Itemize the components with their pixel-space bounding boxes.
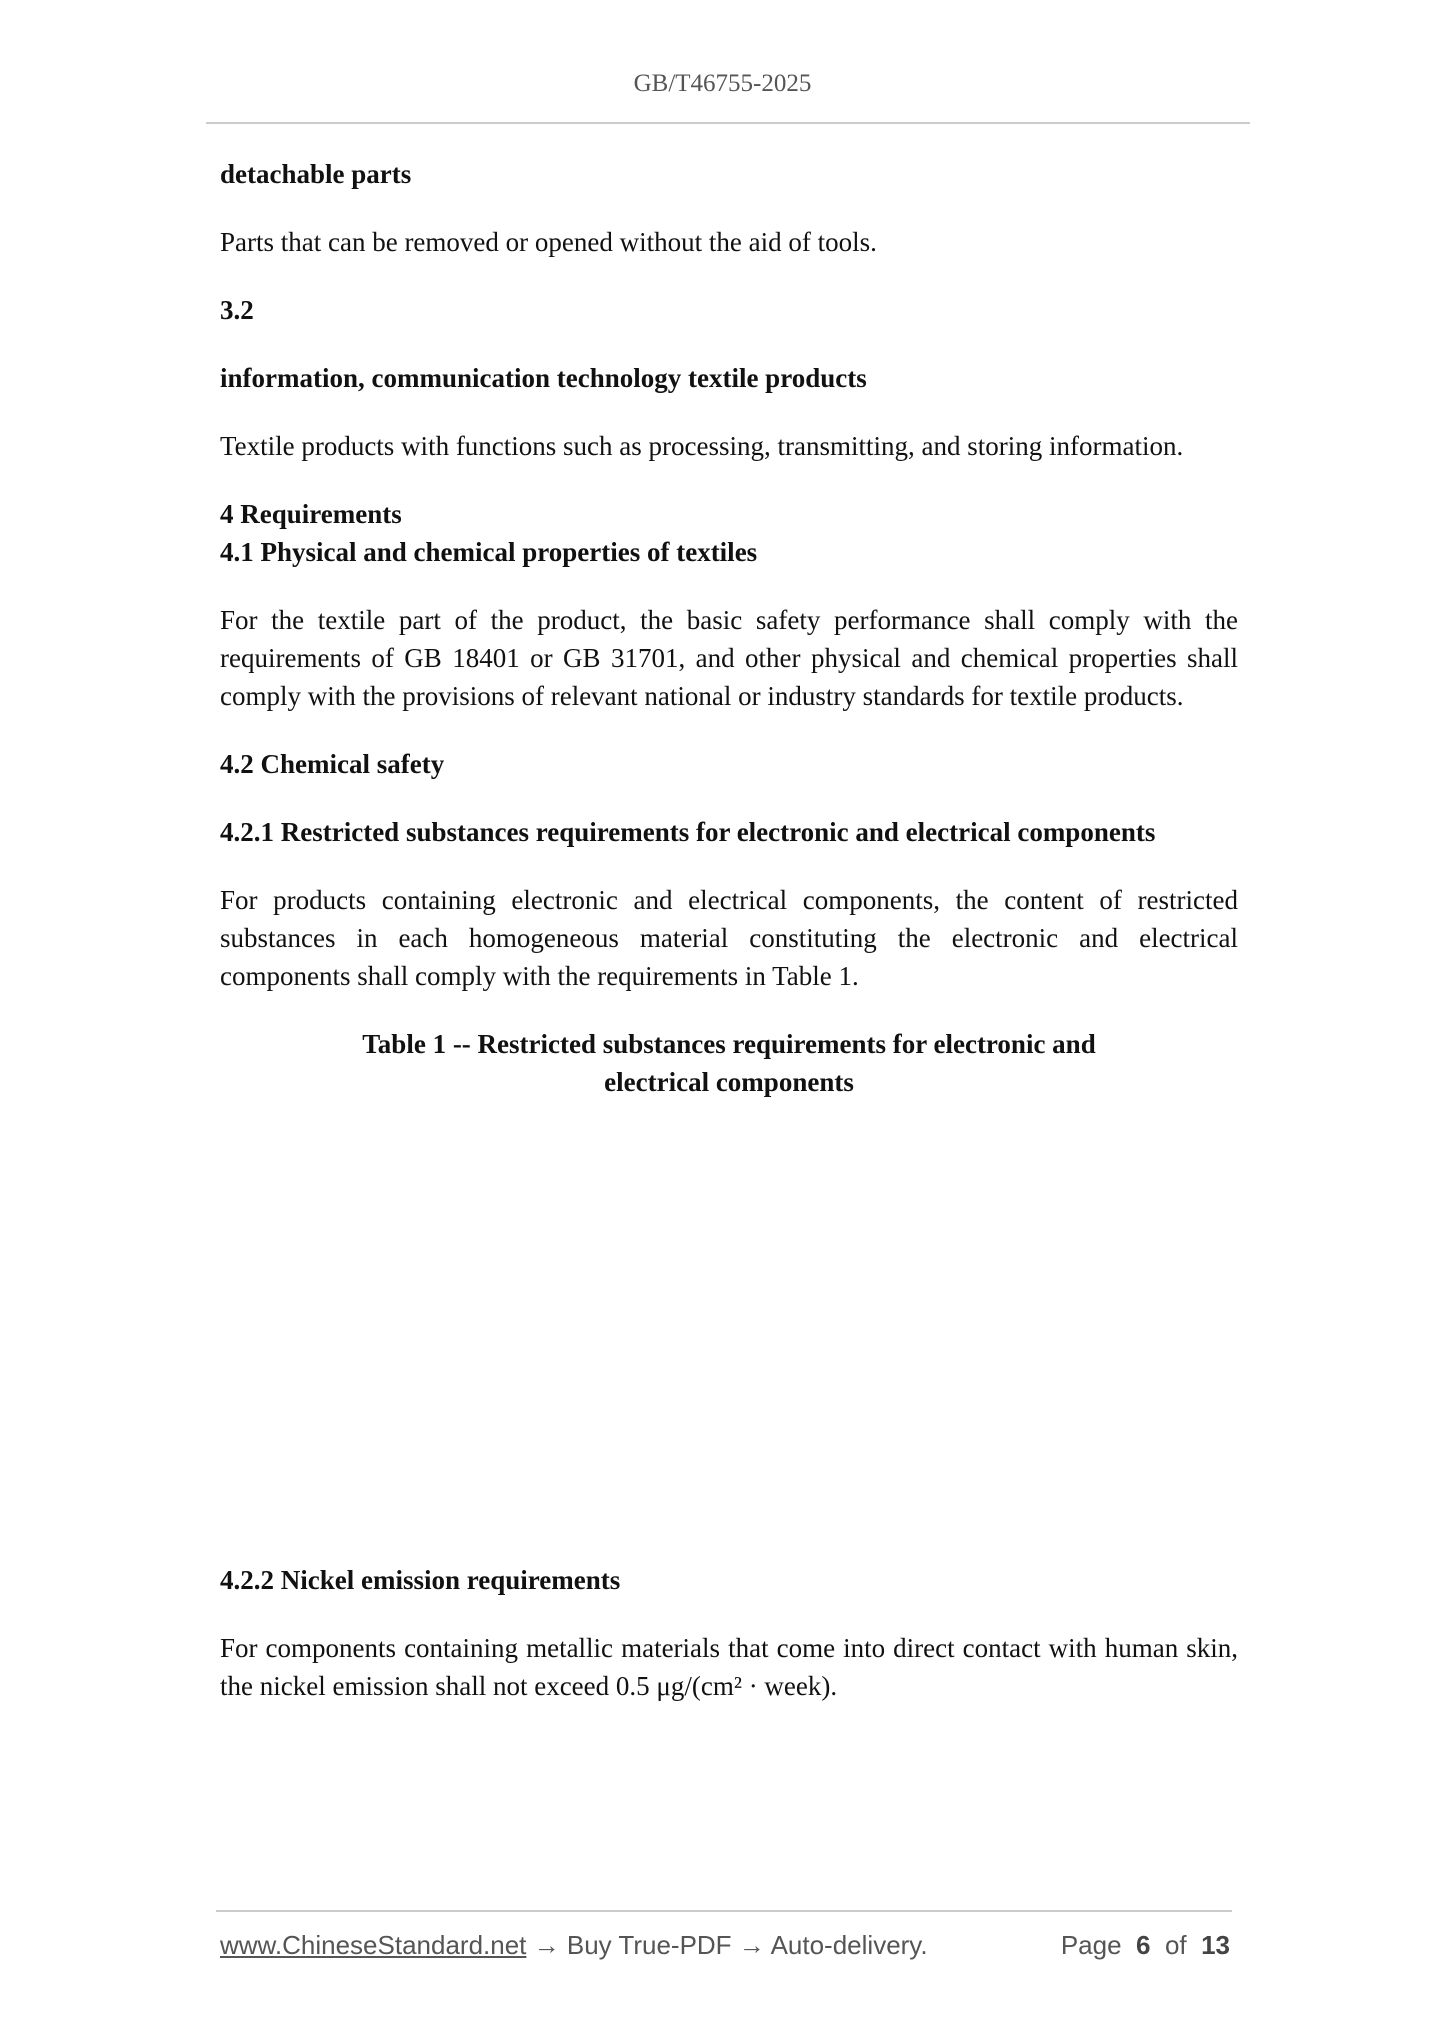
section-4-2-2-text: For components containing metallic materials that come into direct contact with human skin, the nickel emission shall not exceed 0.5 μg/(cm² · week).: [220, 1633, 1238, 1701]
term-3-1-name: detachable parts: [220, 159, 412, 189]
term-3-2-name: information, communication technology textile products: [220, 363, 867, 393]
table-1-placeholder: [220, 1101, 1238, 1561]
term-3-1-definition: Parts that can be removed or opened without the aid of tools.: [220, 227, 877, 257]
section-4-1-text: For the textile part of the product, the basic safety performance shall comply with the requirements of GB 18401 or GB 31701, and other physical and chemical properties shall comply with the provisions of relevant national or industry standards for textile products.: [220, 605, 1238, 711]
footer-divider: [216, 1910, 1232, 1912]
footer-site-link[interactable]: www.ChineseStandard.net: [220, 1930, 527, 1960]
page-of: of: [1164, 1930, 1187, 1960]
page-header-doc-id: GB/T46755-2025: [633, 70, 812, 97]
page-current: 6: [1136, 1930, 1151, 1960]
term-3-2-number: 3.2: [220, 295, 254, 325]
page-label: Page: [1060, 1930, 1122, 1960]
document-body: [220, 155, 1238, 1735]
section-4-heading: 4 Requirements: [220, 499, 402, 529]
table-1-caption: Table 1 -- Restricted substances requirements for electronic and electrical components: [362, 1029, 1096, 1097]
page-counter: [1061, 1930, 1230, 1961]
section-4-2-2-heading: 4.2.2 Nickel emission requirements: [220, 1565, 621, 1595]
footer-promo-text: → Buy True-PDF → Auto-delivery.: [526, 1930, 928, 1960]
footer-promo: [220, 1930, 928, 1961]
section-4-2-1-heading: 4.2.1 Restricted substances requirements for electronic and electrical components: [220, 817, 1156, 847]
page-total: 13: [1201, 1930, 1230, 1960]
section-4-1-heading: 4.1 Physical and chemical properties of textiles: [220, 537, 758, 567]
header-divider: [206, 122, 1250, 124]
section-4-2-1-text: For products containing electronic and electrical components, the content of restricted substances in each homogeneous material constituting the electronic and electrical components shall comply with the requirements in Table 1.: [220, 885, 1238, 991]
term-3-2-definition: Textile products with functions such as processing, transmitting, and storing information.: [220, 431, 1184, 461]
section-4-2-heading: 4.2 Chemical safety: [220, 749, 445, 779]
